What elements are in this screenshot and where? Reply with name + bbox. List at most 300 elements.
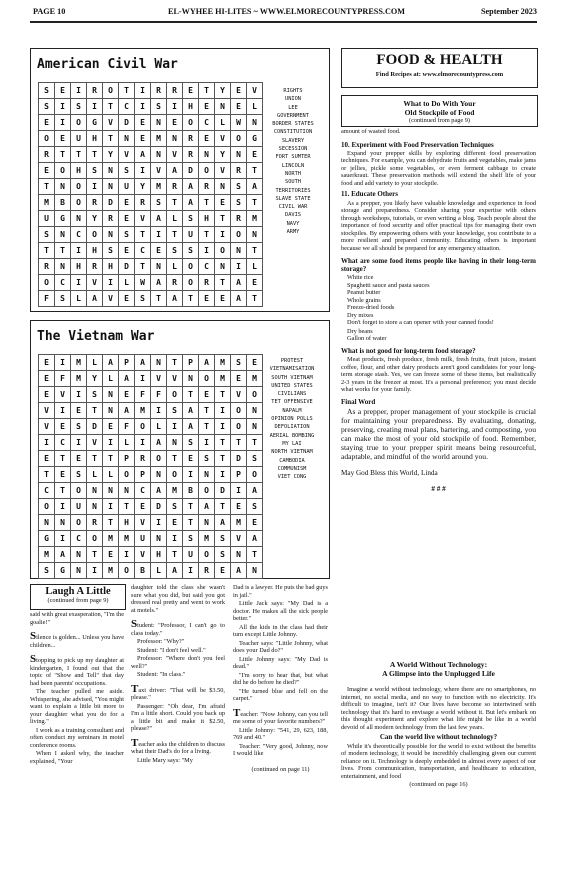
grid-cell: N bbox=[151, 259, 167, 275]
joke-text: Student: "I don't feel well." bbox=[137, 646, 206, 654]
grid-cell: T bbox=[247, 163, 263, 179]
word-list-item: ARMY bbox=[286, 229, 300, 236]
grid-cell: R bbox=[199, 275, 215, 291]
grid-cell: O bbox=[119, 563, 135, 579]
grid-row bbox=[39, 147, 263, 163]
grid-cell: D bbox=[183, 163, 199, 179]
grid-cell: R bbox=[183, 131, 199, 147]
continued-note: (continued on page 11) bbox=[251, 765, 310, 773]
grid-cell: E bbox=[103, 547, 119, 563]
list-item: Gallon of water bbox=[347, 335, 387, 342]
grid-cell: V bbox=[87, 275, 103, 291]
grid-cell: S bbox=[167, 403, 183, 419]
grid-cell: L bbox=[215, 115, 231, 131]
grid-cell: S bbox=[71, 419, 87, 435]
subheading: What are some food items people like having in their long-term storage? bbox=[341, 257, 536, 273]
grid-cell: U bbox=[135, 531, 151, 547]
grid-cell: M bbox=[215, 355, 231, 371]
grid-cell: E bbox=[199, 291, 215, 307]
grid-cell: A bbox=[215, 515, 231, 531]
word-search-grid bbox=[38, 354, 263, 579]
grid-cell: S bbox=[119, 227, 135, 243]
grid-cell: M bbox=[151, 131, 167, 147]
grid-cell: M bbox=[215, 371, 231, 387]
grid-cell: R bbox=[135, 195, 151, 211]
grid-cell: E bbox=[247, 355, 263, 371]
grid-cell: T bbox=[215, 211, 231, 227]
grid-cell: I bbox=[103, 435, 119, 451]
paragraph: Expand your prepper skills by exploring different food preservation techniques. For example, you can dehydrate fruits and vegetables, make jams or jellies, pickle some vegetables, or even ferment cabbage to create sauerkraut. These preservation methods will extend the shelf life of your food and add variety to your stockpile. bbox=[341, 149, 536, 187]
grid-cell: E bbox=[183, 451, 199, 467]
grid-cell: T bbox=[103, 99, 119, 115]
grid-cell: B bbox=[55, 195, 71, 211]
grid-cell: V bbox=[103, 291, 119, 307]
grid-cell: I bbox=[71, 275, 87, 291]
grid-cell: E bbox=[39, 163, 55, 179]
grid-cell: R bbox=[167, 83, 183, 99]
grid-cell: R bbox=[87, 259, 103, 275]
grid-cell: S bbox=[119, 163, 135, 179]
grid-cell: I bbox=[55, 403, 71, 419]
grid-cell: O bbox=[231, 131, 247, 147]
grid-cell: E bbox=[55, 131, 71, 147]
grid-cell: O bbox=[199, 483, 215, 499]
grid-cell: R bbox=[87, 195, 103, 211]
grid-cell: O bbox=[39, 275, 55, 291]
grid-row bbox=[39, 355, 263, 371]
word-list-item: MY LAI bbox=[282, 440, 302, 447]
joke-text: Little Johnny: "541, 29, 623, 188, 769 and 40." bbox=[233, 726, 328, 741]
grid-cell: L bbox=[71, 291, 87, 307]
grid-row bbox=[39, 483, 263, 499]
joke-text: Little Mary says: "My bbox=[137, 756, 193, 764]
grid-cell: D bbox=[231, 451, 247, 467]
grid-cell: N bbox=[119, 483, 135, 499]
grid-cell: L bbox=[167, 211, 183, 227]
grid-cell: H bbox=[87, 131, 103, 147]
grid-cell: A bbox=[151, 435, 167, 451]
grid-cell: R bbox=[39, 147, 55, 163]
grid-cell: O bbox=[247, 467, 263, 483]
grid-cell: R bbox=[103, 211, 119, 227]
grid-cell: N bbox=[103, 163, 119, 179]
word-list-item: CIVILIANS bbox=[277, 391, 307, 398]
joke-text: eacher: "Now Johnny, can you tell me some of your favorite numbers?" bbox=[233, 710, 328, 725]
grid-cell: C bbox=[71, 227, 87, 243]
grid-cell: O bbox=[71, 115, 87, 131]
grid-cell: I bbox=[55, 499, 71, 515]
grid-cell: I bbox=[103, 275, 119, 291]
grid-cell: T bbox=[215, 499, 231, 515]
joke-text: The teacher pulled me aside. Whispering, she advised, "You might want to explain a little bit more to your daughter what you do for a living." bbox=[30, 688, 124, 725]
grid-cell: I bbox=[87, 563, 103, 579]
technology-article bbox=[341, 660, 536, 790]
grid-cell: M bbox=[151, 179, 167, 195]
grid-cell: T bbox=[167, 451, 183, 467]
grid-cell: S bbox=[215, 531, 231, 547]
grid-row bbox=[39, 371, 263, 387]
grid-cell: E bbox=[119, 195, 135, 211]
grid-cell: T bbox=[87, 451, 103, 467]
grid-cell: O bbox=[199, 547, 215, 563]
grid-cell: E bbox=[215, 291, 231, 307]
word-list-item: DAVIS bbox=[285, 212, 301, 219]
grid-cell: O bbox=[87, 227, 103, 243]
grid-cell: W bbox=[135, 275, 151, 291]
word-list-item: TERRITORIES bbox=[275, 187, 311, 194]
grid-cell: I bbox=[135, 163, 151, 179]
grid-cell: V bbox=[231, 531, 247, 547]
grid-cell: O bbox=[231, 403, 247, 419]
grid-cell: S bbox=[39, 99, 55, 115]
grid-cell: N bbox=[151, 147, 167, 163]
grid-cell: S bbox=[167, 499, 183, 515]
grid-cell: I bbox=[55, 99, 71, 115]
grid-row bbox=[39, 291, 263, 307]
grid-cell: M bbox=[167, 483, 183, 499]
joke-text: daughter told the class she wasn't sure what you did, but said you got dressed real pretty and went to work at motels." bbox=[131, 584, 225, 614]
grid-cell: E bbox=[247, 515, 263, 531]
grid-cell: R bbox=[167, 275, 183, 291]
grid-cell: H bbox=[119, 515, 135, 531]
page-number: PAGE 10 bbox=[33, 7, 66, 16]
grid-cell: N bbox=[199, 515, 215, 531]
grid-cell: I bbox=[135, 435, 151, 451]
grid-cell: I bbox=[151, 403, 167, 419]
subheading: 10. Experiment with Food Preservation Techniques bbox=[341, 140, 494, 149]
grid-cell: N bbox=[247, 419, 263, 435]
grid-cell: E bbox=[151, 243, 167, 259]
grid-cell: O bbox=[39, 499, 55, 515]
subheading: Can the world live without technology? bbox=[379, 733, 498, 741]
grid-cell: I bbox=[135, 371, 151, 387]
word-list-item: COMMUNISM bbox=[277, 465, 307, 472]
grid-cell: G bbox=[39, 531, 55, 547]
grid-cell: N bbox=[231, 547, 247, 563]
word-list-item: CAMBODIA bbox=[279, 457, 305, 464]
grid-cell: T bbox=[215, 451, 231, 467]
joke-text: said with great exasperation, "I'm the goalie!" bbox=[30, 611, 124, 626]
grid-cell: I bbox=[183, 563, 199, 579]
word-list-item: PROTEST bbox=[280, 358, 304, 364]
grid-row bbox=[39, 227, 263, 243]
grid-cell: C bbox=[55, 435, 71, 451]
word-list-item: LINCOLN bbox=[281, 162, 305, 169]
civil-war-puzzle bbox=[30, 48, 330, 312]
grid-cell: T bbox=[167, 195, 183, 211]
grid-cell: S bbox=[39, 563, 55, 579]
grid-cell: N bbox=[71, 211, 87, 227]
grid-cell: O bbox=[103, 83, 119, 99]
header-rule bbox=[30, 21, 537, 23]
grid-cell: T bbox=[183, 387, 199, 403]
grid-cell: T bbox=[199, 83, 215, 99]
grid-row bbox=[39, 547, 263, 563]
grid-cell: T bbox=[55, 483, 71, 499]
food-item-list bbox=[341, 274, 536, 319]
grid-cell: I bbox=[167, 419, 183, 435]
grid-cell: G bbox=[55, 563, 71, 579]
grid-cell: C bbox=[71, 531, 87, 547]
grid-cell: E bbox=[247, 147, 263, 163]
grid-cell: F bbox=[55, 371, 71, 387]
joke-text: ilence is golden... Unless you have children... bbox=[30, 634, 124, 649]
grid-row bbox=[39, 419, 263, 435]
word-list-item: SLAVERY bbox=[281, 137, 305, 144]
grid-row bbox=[39, 515, 263, 531]
grid-cell: N bbox=[231, 147, 247, 163]
grid-cell: I bbox=[199, 243, 215, 259]
grid-cell: T bbox=[55, 451, 71, 467]
grid-cell: N bbox=[103, 387, 119, 403]
paragraph: Meat products, fresh produce, fresh milk, fresh fruits, fruit juices, instant coffee, flour, and other dairy products aren't good candidates for your long-term storage stash. Yes, we can freeze some of these items, but realistically 2-3 years in the freezer at most. It's a personal preference; you must decide what works for your family. bbox=[341, 356, 536, 393]
grid-row bbox=[39, 499, 263, 515]
grid-cell: I bbox=[71, 83, 87, 99]
grid-cell: R bbox=[87, 83, 103, 99]
grid-cell: P bbox=[183, 355, 199, 371]
grid-cell: I bbox=[151, 515, 167, 531]
grid-row bbox=[39, 99, 263, 115]
signoff: May God Bless this World, Linda bbox=[341, 469, 438, 477]
grid-cell: A bbox=[103, 355, 119, 371]
continued-note: (continued from page 9) bbox=[47, 597, 109, 604]
grid-cell: A bbox=[247, 483, 263, 499]
grid-row bbox=[39, 195, 263, 211]
grid-cell: I bbox=[55, 115, 71, 131]
grid-cell: V bbox=[39, 419, 55, 435]
grid-cell: V bbox=[55, 387, 71, 403]
article-header-box bbox=[341, 95, 538, 127]
grid-cell: T bbox=[199, 403, 215, 419]
grid-cell: A bbox=[55, 547, 71, 563]
grid-cell: O bbox=[71, 179, 87, 195]
grid-row bbox=[39, 163, 263, 179]
grid-cell: L bbox=[103, 371, 119, 387]
grid-cell: I bbox=[119, 547, 135, 563]
grid-cell: S bbox=[71, 467, 87, 483]
grid-cell: V bbox=[215, 131, 231, 147]
list-item: Peanut butter bbox=[347, 289, 381, 296]
grid-cell: T bbox=[199, 195, 215, 211]
word-list-item: GOVERNMENT bbox=[277, 112, 309, 119]
grid-cell: S bbox=[87, 387, 103, 403]
grid-cell: S bbox=[39, 83, 55, 99]
food-article-body bbox=[341, 128, 536, 494]
grid-cell: E bbox=[199, 131, 215, 147]
grid-cell: T bbox=[39, 179, 55, 195]
grid-cell: E bbox=[39, 115, 55, 131]
grid-cell: M bbox=[247, 211, 263, 227]
grid-cell: E bbox=[215, 195, 231, 211]
grid-cell: T bbox=[151, 291, 167, 307]
word-list-item: SECESSION bbox=[278, 146, 308, 153]
grid-cell: G bbox=[87, 115, 103, 131]
grid-cell: P bbox=[119, 451, 135, 467]
grid-cell: E bbox=[55, 467, 71, 483]
grid-cell: S bbox=[183, 531, 199, 547]
grid-cell: D bbox=[87, 419, 103, 435]
grid-cell: T bbox=[87, 403, 103, 419]
article-title: A World Without Technology: bbox=[389, 660, 488, 669]
grid-cell: S bbox=[247, 451, 263, 467]
grid-cell: Y bbox=[87, 371, 103, 387]
vietnam-war-puzzle bbox=[30, 320, 330, 579]
grid-row bbox=[39, 179, 263, 195]
subheading: What is not good for long-term food storage? bbox=[341, 346, 476, 355]
grid-cell: O bbox=[183, 259, 199, 275]
grid-cell: U bbox=[39, 211, 55, 227]
grid-cell: Y bbox=[87, 211, 103, 227]
word-list-item: SOUTH bbox=[285, 179, 301, 186]
grid-cell: E bbox=[135, 131, 151, 147]
grid-cell: L bbox=[151, 563, 167, 579]
grid-cell: N bbox=[151, 115, 167, 131]
grid-cell: E bbox=[39, 355, 55, 371]
grid-cell: N bbox=[151, 531, 167, 547]
section-title: FOOD & HEALTH bbox=[376, 52, 503, 68]
grid-cell: P bbox=[231, 467, 247, 483]
grid-cell: T bbox=[215, 387, 231, 403]
word-list-item: SOUTH VIETNAM bbox=[271, 374, 313, 381]
word-list bbox=[261, 87, 325, 236]
word-list-item: LEE bbox=[288, 104, 298, 111]
grid-cell: O bbox=[135, 419, 151, 435]
grid-cell: V bbox=[135, 515, 151, 531]
list-item: Spaghetti sauce and pasta sauces bbox=[347, 281, 430, 289]
grid-cell: R bbox=[199, 563, 215, 579]
grid-cell: M bbox=[71, 355, 87, 371]
grid-cell: O bbox=[183, 115, 199, 131]
joke-text: Student: "In class." bbox=[137, 671, 186, 678]
grid-cell: A bbox=[183, 419, 199, 435]
word-list-item: DEFOLIATION bbox=[274, 424, 310, 431]
drop-cap: S bbox=[30, 630, 37, 642]
grid-cell: E bbox=[183, 83, 199, 99]
grid-cell: N bbox=[215, 179, 231, 195]
grid-cell: I bbox=[199, 435, 215, 451]
grid-cell: T bbox=[215, 435, 231, 451]
joke-text: "I'm sorry to hear that, but what did he do before he died?" bbox=[233, 671, 328, 686]
word-list bbox=[259, 357, 325, 481]
grid-cell: W bbox=[231, 115, 247, 131]
grid-cell: T bbox=[247, 243, 263, 259]
word-list-item: RIGHTS bbox=[283, 88, 303, 94]
grid-cell: N bbox=[87, 483, 103, 499]
grid-cell: T bbox=[71, 147, 87, 163]
puzzle-title: American Civil War bbox=[37, 57, 178, 72]
list-item: Dry mixes bbox=[347, 311, 374, 319]
grid-cell: T bbox=[119, 499, 135, 515]
grid-cell: I bbox=[87, 179, 103, 195]
word-list-item: UNITED STATES bbox=[271, 382, 313, 389]
grid-cell: O bbox=[199, 371, 215, 387]
grid-cell: A bbox=[231, 291, 247, 307]
grid-cell: T bbox=[167, 227, 183, 243]
grid-cell: A bbox=[231, 275, 247, 291]
grid-cell: P bbox=[119, 355, 135, 371]
grid-cell: T bbox=[167, 355, 183, 371]
joke-text: When I asked why, the teacher explained, "Your bbox=[30, 750, 124, 765]
grid-cell: N bbox=[199, 467, 215, 483]
grid-cell: R bbox=[167, 179, 183, 195]
grid-cell: T bbox=[183, 499, 199, 515]
grid-cell: C bbox=[55, 275, 71, 291]
grid-cell: I bbox=[55, 531, 71, 547]
grid-cell: L bbox=[151, 419, 167, 435]
paragraph: Don't forget to store a can opener with your canned foods! bbox=[347, 319, 494, 326]
word-search-grid bbox=[38, 82, 263, 307]
grid-cell: S bbox=[183, 435, 199, 451]
grid-cell: S bbox=[231, 195, 247, 211]
article-subtitle: A Glimpse into the Unplugged Life bbox=[382, 669, 495, 678]
grid-cell: T bbox=[215, 275, 231, 291]
grid-cell: T bbox=[87, 147, 103, 163]
grid-cell: E bbox=[55, 83, 71, 99]
grid-cell: S bbox=[231, 355, 247, 371]
grid-cell: A bbox=[247, 179, 263, 195]
grid-cell: F bbox=[151, 387, 167, 403]
grid-cell: N bbox=[247, 115, 263, 131]
grid-cell: S bbox=[87, 163, 103, 179]
grid-cell: V bbox=[167, 371, 183, 387]
grid-cell: N bbox=[103, 483, 119, 499]
grid-cell: I bbox=[71, 387, 87, 403]
article-text: amount of wasted food. bbox=[341, 128, 401, 135]
grid-cell: M bbox=[119, 531, 135, 547]
subheading: Final Word bbox=[341, 397, 376, 406]
grid-cell: M bbox=[103, 563, 119, 579]
grid-cell: V bbox=[135, 547, 151, 563]
grid-cell: O bbox=[167, 387, 183, 403]
grid-cell: C bbox=[135, 483, 151, 499]
grid-cell: M bbox=[39, 195, 55, 211]
grid-cell: I bbox=[231, 483, 247, 499]
grid-cell: N bbox=[199, 147, 215, 163]
grid-cell: O bbox=[151, 451, 167, 467]
grid-cell: A bbox=[135, 355, 151, 371]
grid-cell: A bbox=[167, 563, 183, 579]
grid-cell: T bbox=[247, 435, 263, 451]
laugh-header-box bbox=[30, 584, 126, 610]
grid-cell: M bbox=[199, 531, 215, 547]
grid-cell: S bbox=[231, 179, 247, 195]
grid-cell: A bbox=[167, 291, 183, 307]
grid-cell: O bbox=[39, 131, 55, 147]
grid-cell: S bbox=[103, 243, 119, 259]
grid-cell: N bbox=[71, 563, 87, 579]
word-list-item: VIETNAMISATION bbox=[269, 366, 315, 373]
grid-cell: O bbox=[71, 483, 87, 499]
grid-cell: D bbox=[215, 483, 231, 499]
grid-cell: I bbox=[215, 467, 231, 483]
grid-cell: S bbox=[39, 227, 55, 243]
grid-cell: T bbox=[55, 243, 71, 259]
grid-cell: H bbox=[183, 99, 199, 115]
grid-cell: A bbox=[151, 483, 167, 499]
grid-cell: I bbox=[87, 99, 103, 115]
grid-cell: E bbox=[167, 115, 183, 131]
grid-cell: N bbox=[247, 563, 263, 579]
grid-row bbox=[39, 563, 263, 579]
grid-cell: L bbox=[87, 355, 103, 371]
grid-cell: N bbox=[103, 227, 119, 243]
grid-row bbox=[39, 115, 263, 131]
grid-row bbox=[39, 131, 263, 147]
joke-text: axi driver: "That will be $3.50, please." bbox=[131, 686, 225, 701]
word-list-item: AERIAL BOMBING bbox=[269, 432, 315, 439]
grid-cell: I bbox=[39, 435, 55, 451]
grid-cell: V bbox=[167, 147, 183, 163]
